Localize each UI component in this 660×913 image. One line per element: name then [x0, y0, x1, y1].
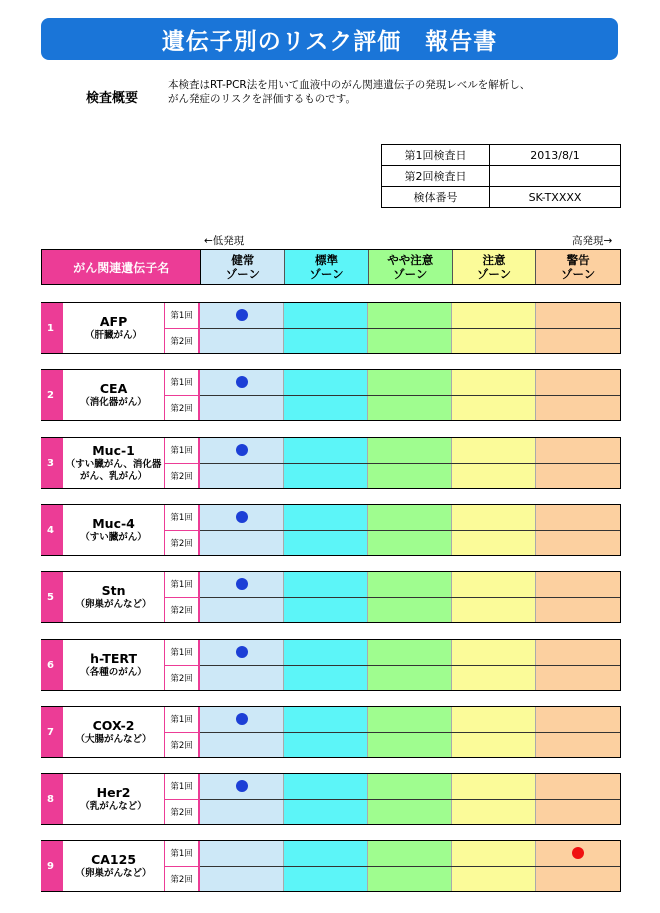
zone-header	[536, 250, 620, 284]
info-row	[382, 187, 621, 208]
zone-line	[200, 866, 620, 892]
zone-cell	[452, 505, 536, 530]
zone-line	[200, 665, 620, 691]
zone-cell	[452, 572, 536, 597]
zone-cell	[536, 800, 620, 825]
zone-cell	[368, 464, 452, 489]
round-labels	[165, 505, 200, 555]
round-labels	[165, 640, 200, 690]
zone-line	[200, 328, 620, 354]
gene-row	[41, 773, 621, 825]
zone-cell	[368, 505, 452, 530]
gene-cancer-type: （肝臓がん）	[85, 330, 143, 341]
round-label: 第1回	[170, 782, 193, 793]
gene-name-cell	[63, 774, 165, 824]
gene-name-cell	[63, 640, 165, 690]
zone-line	[200, 303, 620, 328]
gene-number: 9	[41, 841, 63, 891]
summary-line-2: がん発症のリスクを評価するものです。	[168, 93, 356, 105]
zone-cell	[200, 396, 284, 421]
gene-name: Muc-1	[92, 443, 135, 458]
zone-line	[200, 707, 620, 732]
round-label: 第2回	[165, 597, 198, 623]
zone-cell	[284, 370, 368, 395]
round-label: 第1回	[170, 715, 193, 726]
zone-cell	[368, 800, 452, 825]
zone-cell	[200, 707, 284, 732]
zone-line	[200, 370, 620, 395]
zone-line	[200, 799, 620, 825]
gene-name: CEA	[99, 381, 128, 396]
zone-cell	[368, 666, 452, 691]
round-label: 第2回	[165, 665, 198, 691]
gene-name-cell	[63, 707, 165, 757]
info-value: SK-TXXXX	[490, 187, 621, 208]
zone-line	[200, 530, 620, 556]
zone-cell	[368, 370, 452, 395]
zone-header-name: 標準	[315, 253, 339, 267]
zone-cell	[200, 640, 284, 665]
zone-cell	[200, 733, 284, 758]
gene-cancer-type: （すい臓がん、消化器がん、乳がん）	[65, 459, 162, 482]
info-key: 第1回検査日	[382, 145, 490, 166]
zone-cell	[536, 707, 620, 732]
result-marker	[236, 444, 248, 456]
zone-cell	[284, 329, 368, 354]
zone-cell	[452, 800, 536, 825]
exam-info-table	[381, 144, 621, 208]
gene-row	[41, 639, 621, 691]
zone-header-suffix: ゾーン	[225, 267, 260, 281]
result-marker	[236, 646, 248, 658]
zone-cell	[536, 867, 620, 892]
zone-cell	[200, 329, 284, 354]
zone-cell	[200, 598, 284, 623]
info-value	[490, 166, 621, 187]
info-row	[382, 166, 621, 187]
round-label: 第2回	[165, 395, 198, 421]
gene-name: Stn	[101, 583, 126, 598]
gene-number: 6	[41, 640, 63, 690]
zone-cell	[452, 841, 536, 866]
zone-line	[200, 438, 620, 463]
gene-row	[41, 706, 621, 758]
gene-number: 2	[41, 370, 63, 420]
summary-line-1: 本検査はRT-PCR法を用いて血液中のがん関連遺伝子の発現レベルを解析し、	[168, 79, 531, 91]
zone-header	[285, 250, 369, 284]
zone-grid	[200, 640, 620, 690]
round-label: 第2回	[165, 328, 198, 354]
zone-cell	[200, 505, 284, 530]
summary-label: 検査概要	[86, 91, 139, 106]
zone-cell	[200, 531, 284, 556]
high-expression-label: 高発現→	[572, 235, 613, 247]
round-label: 第1回	[170, 378, 193, 389]
gene-number: 7	[41, 707, 63, 757]
zone-cell	[536, 505, 620, 530]
gene-name: CA125	[91, 852, 137, 867]
zone-cell	[536, 396, 620, 421]
report-title: 遺伝子別のリスク評価 報告書	[41, 18, 618, 60]
zone-line	[200, 774, 620, 799]
zone-line	[200, 572, 620, 597]
gene-cancer-type: （消化器がん）	[80, 397, 147, 408]
zone-header	[369, 250, 453, 284]
result-marker	[236, 713, 248, 725]
zone-cell	[284, 572, 368, 597]
result-marker	[236, 578, 248, 590]
gene-number: 4	[41, 505, 63, 555]
summary-text	[168, 78, 530, 106]
zone-cell	[536, 464, 620, 489]
zone-cell	[452, 396, 536, 421]
gene-name-cell	[63, 572, 165, 622]
zone-cell	[284, 733, 368, 758]
gene-row	[41, 437, 621, 489]
gene-name-cell	[63, 370, 165, 420]
gene-name-cell	[63, 303, 165, 353]
zone-header-name: やや注意	[387, 253, 434, 267]
zone-cell	[368, 867, 452, 892]
zone-cell	[536, 303, 620, 328]
zone-cell	[368, 841, 452, 866]
zone-cell	[536, 774, 620, 799]
zone-cell	[200, 303, 284, 328]
zone-header-name: 健常	[231, 253, 255, 267]
result-marker	[236, 309, 248, 321]
zone-cell	[368, 598, 452, 623]
zone-cell	[536, 531, 620, 556]
zone-header-suffix: ゾーン	[393, 267, 428, 281]
round-labels	[165, 572, 200, 622]
zone-cell	[368, 531, 452, 556]
gene-name: h-TERT	[90, 651, 137, 666]
gene-cancer-type: （乳がんなど）	[80, 801, 147, 812]
zone-header-name: 警告	[566, 253, 590, 267]
zone-cell	[452, 867, 536, 892]
zone-cell	[536, 640, 620, 665]
zone-cell	[200, 841, 284, 866]
zone-cell	[536, 370, 620, 395]
round-label: 第1回	[170, 446, 193, 457]
zone-header-name: 注意	[482, 253, 506, 267]
zone-cell	[284, 464, 368, 489]
zone-cell	[284, 800, 368, 825]
zone-line	[200, 732, 620, 758]
round-label: 第1回	[170, 648, 193, 659]
gene-number: 5	[41, 572, 63, 622]
result-marker	[236, 376, 248, 388]
gene-name-cell	[63, 505, 165, 555]
gene-number: 3	[41, 438, 63, 488]
zone-cell	[452, 370, 536, 395]
zone-line	[200, 463, 620, 489]
gene-name: AFP	[99, 314, 128, 329]
zone-cell	[452, 774, 536, 799]
zone-cell	[200, 774, 284, 799]
zone-header-suffix: ゾーン	[309, 267, 344, 281]
gene-number: 1	[41, 303, 63, 353]
gene-row	[41, 302, 621, 354]
round-label: 第2回	[165, 732, 198, 758]
round-label: 第2回	[165, 530, 198, 556]
zone-cell	[368, 707, 452, 732]
round-labels	[165, 438, 200, 488]
zone-cell	[284, 707, 368, 732]
round-label: 第2回	[165, 799, 198, 825]
gene-cancer-type: （卵巣がんなど）	[75, 868, 152, 879]
zone-header	[453, 250, 537, 284]
gene-name-cell	[63, 841, 165, 891]
gene-row	[41, 840, 621, 892]
zone-cell	[284, 438, 368, 463]
round-label: 第1回	[170, 580, 193, 591]
zone-grid	[200, 572, 620, 622]
zone-grid	[200, 370, 620, 420]
zone-cell	[536, 666, 620, 691]
zone-line	[200, 505, 620, 530]
round-labels	[165, 774, 200, 824]
zone-header-suffix: ゾーン	[476, 267, 512, 281]
zone-cell	[368, 572, 452, 597]
zone-header-row	[41, 249, 621, 285]
gene-number: 8	[41, 774, 63, 824]
zone-header	[201, 250, 285, 284]
zone-cell	[536, 598, 620, 623]
info-key: 第2回検査日	[382, 166, 490, 187]
round-labels	[165, 707, 200, 757]
zone-cell	[284, 640, 368, 665]
zone-grid	[200, 303, 620, 353]
gene-name: Her2	[96, 785, 131, 800]
gene-name-cell	[63, 438, 165, 488]
zone-grid	[200, 438, 620, 488]
zone-cell	[368, 774, 452, 799]
zone-cell	[452, 329, 536, 354]
zone-cell	[284, 531, 368, 556]
zone-cell	[200, 438, 284, 463]
zone-cell	[368, 329, 452, 354]
zone-cell	[452, 733, 536, 758]
info-value: 2013/8/1	[490, 145, 621, 166]
zone-cell	[536, 733, 620, 758]
gene-cancer-type: （卵巣がんなど）	[75, 599, 152, 610]
gene-name-header: がん関連遺伝子名	[42, 250, 201, 284]
gene-cancer-type: （すい臓がん）	[80, 532, 147, 543]
zone-cell	[284, 598, 368, 623]
zone-grid	[200, 774, 620, 824]
info-key: 検体番号	[382, 187, 490, 208]
zone-cell	[284, 303, 368, 328]
zone-cell	[368, 438, 452, 463]
zone-cell	[200, 666, 284, 691]
low-expression-label: ←低発現	[204, 235, 245, 247]
zone-cell	[452, 640, 536, 665]
zone-cell	[368, 733, 452, 758]
zone-cell	[452, 464, 536, 489]
zone-cell	[536, 438, 620, 463]
zone-cell	[368, 303, 452, 328]
gene-name: Muc-4	[92, 516, 135, 531]
zone-cell	[200, 572, 284, 597]
gene-row	[41, 571, 621, 623]
zone-header-suffix: ゾーン	[561, 267, 596, 281]
gene-name: COX-2	[92, 718, 135, 733]
round-labels	[165, 370, 200, 420]
result-marker	[236, 511, 248, 523]
zone-cell	[200, 464, 284, 489]
zone-grid	[200, 841, 620, 891]
gene-cancer-type: （各種のがん）	[80, 667, 147, 678]
zone-cell	[284, 396, 368, 421]
zone-cell	[452, 598, 536, 623]
round-label: 第1回	[170, 849, 193, 860]
zone-cell	[284, 774, 368, 799]
zone-grid	[200, 505, 620, 555]
zone-line	[200, 597, 620, 623]
zone-cell	[452, 303, 536, 328]
result-marker	[236, 780, 248, 792]
round-label: 第1回	[170, 311, 193, 322]
zone-cell	[284, 841, 368, 866]
zone-cell	[284, 867, 368, 892]
zone-cell	[368, 640, 452, 665]
zone-cell	[452, 666, 536, 691]
zone-cell	[536, 329, 620, 354]
result-marker	[572, 847, 584, 859]
zone-line	[200, 640, 620, 665]
zone-cell	[200, 867, 284, 892]
zone-cell	[536, 572, 620, 597]
round-label: 第2回	[165, 866, 198, 892]
zone-cell	[452, 707, 536, 732]
zone-cell	[284, 505, 368, 530]
gene-row	[41, 369, 621, 421]
round-label: 第1回	[170, 513, 193, 524]
zone-cell	[368, 396, 452, 421]
round-label: 第2回	[165, 463, 198, 489]
info-row	[382, 145, 621, 166]
round-labels	[165, 841, 200, 891]
zone-cell	[452, 531, 536, 556]
zone-grid	[200, 707, 620, 757]
gene-row	[41, 504, 621, 556]
gene-cancer-type: （大腸がんなど）	[75, 734, 152, 745]
zone-cell	[284, 666, 368, 691]
zone-line	[200, 395, 620, 421]
zone-cell	[200, 370, 284, 395]
round-labels	[165, 303, 200, 353]
zone-cell	[452, 438, 536, 463]
zone-cell	[536, 841, 620, 866]
zone-line	[200, 841, 620, 866]
zone-cell	[200, 800, 284, 825]
